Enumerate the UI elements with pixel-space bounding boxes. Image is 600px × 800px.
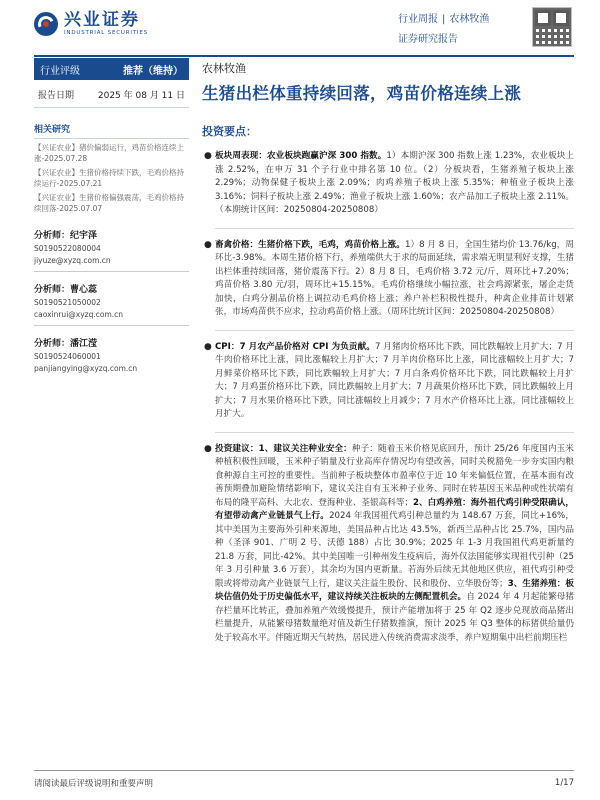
bullet-icon: ● (204, 341, 212, 352)
page-number: 1/17 (554, 777, 574, 788)
key-point-cpi (202, 341, 574, 422)
analyst-divider (34, 325, 189, 326)
page-header (0, 0, 600, 52)
advice-hog-body: 自 2024 年 4 月起能繁母猪存栏量环比转正，叠加养殖产效缓慢提升，预计产能增加将于 25 年 Q2 逐步兑现放商品猪出栏量提升，从能繁母猪数量绝对值及新生仔猪数推演，预计 2025 年 Q3 整体的标猪供给量仍处于较高水平。伴随近期天气转热，居民进入传统消费需求淡季，养户短期集中出栏前期压栏 (215, 592, 574, 643)
analyst-cert: S0190522080004 (34, 244, 101, 253)
advice-seed-body: 种子：随着玉米价格见底回升，预计 25/26 年度国内玉米种植积极性回暖，玉米种子销量及行业高库存情况均有望改善，同时关税豁免一步夯实国内粮食种源自主可控的重要性。当前种子板块整体市盈率位于近 10 年来偏低位置，在基本面有改善预期叠加避险情绪影响下，建议关注自有玉米种子业务、同时在转基因玉米品种或性状端有布局的隆平高科、大北农、登海种业、荃银高科等； (215, 443, 574, 508)
date-value: 2025 年 08 月 11 日 (97, 91, 185, 101)
header-divider (34, 55, 574, 57)
analyst-card (34, 338, 189, 375)
qr-code-icon (532, 7, 572, 47)
report-title: 生猪出栏体重持续回落，鸡苗价格连续上涨 (202, 84, 522, 103)
key-points-title: 投资要点： (202, 125, 257, 138)
advice-broiler-heading: 2、白鸡养殖：海外祖代鸡引种受限确认，有望带动禽产业链景气上行。 (215, 497, 574, 521)
related-research-link[interactable]: 【兴证农业】生猪价格持续下跌，毛鸡价格持续运行-2025.07.21 (34, 168, 184, 188)
analyst-cert: S0190524060001 (34, 352, 101, 361)
key-point-body: 1）本期沪深 300 指数上涨 1.23%，农业板块上涨 2.52%，在申万 31 个子行业中排名第 10 位。（2）分板块看，生猪养殖子板块上涨 2.29%；动物保健子板块上涨 2.09%；肉鸡养殖子板块上涨 5.35%；种植业子板块上涨 3.16%；饲料子板块上涨 2.49%；渔业子板块上涨 1.60%；农产品加工子板块上涨 2.11%。（本期统计区间：20250804-20250808） (215, 151, 574, 215)
date-label: 报告日期 (38, 91, 75, 101)
header-report-info (398, 10, 526, 45)
analyst-divider (34, 271, 189, 272)
key-point-investment-advice (202, 443, 574, 646)
key-point-divider (215, 330, 574, 331)
rating-value: 推荐（维持） (123, 65, 183, 77)
rating-label: 行业评级 (40, 65, 80, 77)
left-sidebar (34, 58, 189, 387)
logo-icon (34, 12, 58, 36)
header-subtitle: 证券研究报告 (398, 34, 458, 45)
advice-seed-heading: 1、建议关注种业安全： (258, 443, 352, 454)
logo-en-text: INDUSTRIAL SECURITIES (64, 30, 148, 36)
footer-disclaimer: 请阅读最后评级说明和重要声明 (34, 778, 154, 789)
key-point-livestock-prices (202, 239, 574, 320)
key-point-body: 7 月猪肉价格环比下跌，同比跌幅较上月扩大；7 月牛肉价格环比上涨，同比涨幅较上月扩大；7 月羊肉价格环比上涨，同比涨幅较上月扩大；7 月鲜菜价格环比下跌，同比跌幅较上月扩大；7 月白条鸡价格环比下跌，同比跌幅较上月扩大；7 月鸡蛋价格环比下跌，同比跌幅较上月扩大；7 月蔬果价格环比下跌，同比跌幅较上月扩大；7 月水果价格环比下跌，同比涨幅较上月减少；7 月水产价格环比上涨，同比涨幅较上月扩大。 (215, 341, 574, 419)
sector-label: 农林牧渔 (202, 62, 246, 75)
key-point-divider (215, 228, 574, 229)
key-point-lead: CPI：7 月农产品价格对 CPI 为负贡献。 (215, 341, 375, 352)
analyst-cert: S0190521050002 (34, 298, 101, 307)
bullet-icon: ● (204, 443, 212, 454)
header-industry: 农林牧渔 (449, 14, 490, 25)
key-point-sector-performance (202, 150, 574, 218)
analyst-email[interactable]: jiyuze@xyzq.com.cn (34, 256, 111, 265)
analyst-email[interactable]: panjiangying@xyzq.com.cn (34, 364, 138, 373)
advice-broiler-body: 2024 年我国祖代鸡引种总量约为 148.67 万套，同比+16%，其中美国为主要海外引种来源地，美国品种占比达 43.5%，新西兰品种占比 25.7%，国内品种（圣泽 901、广明 2 号、沃德 188）占比 30.9%；2025 年 1-3 月我国祖代鸡更新量约 21.8 万套，同比-42%。其中美国唯一引种州发生疫病后，海外仅法国能够实现祖代引种（25 年 3 月引种量 3.6 万套），其余均为国内更新量。若海外后续无其他地区供应，祖代鸡引种受限或将带动禽产业链景气上行，建议关注益生股份、民和股份、立华股份等； (215, 511, 574, 589)
analyst-email[interactable]: caoxinrui@xyzq.com.cn (34, 310, 124, 319)
bullet-icon: ● (204, 151, 212, 161)
advice-hog-heading: 3、生猪养殖：板块估值仍处于历史偏低水平，建议持续关注板块的左侧配置机会。 (215, 578, 574, 602)
bullet-icon: ● (204, 239, 212, 250)
analyst-list (34, 230, 189, 375)
key-point-lead: 投资建议： (215, 443, 259, 454)
related-research-title: 相关研究 (34, 122, 189, 139)
logo-cn-text: 兴业证券 (64, 10, 140, 30)
key-points-list (202, 150, 574, 645)
key-point-lead: 板块周表现：农业板块跑赢沪深 300 指数。 (215, 151, 387, 161)
related-research-link[interactable]: 【兴证农业】生猪价格偏强震荡，毛鸡价格持续回落-2025.07.07 (34, 193, 184, 213)
header-separator: | (442, 14, 446, 25)
analyst-name: 分析师：曹心蕊 (34, 285, 98, 295)
page-footer (34, 770, 574, 794)
main-content (202, 58, 574, 655)
related-research-link[interactable]: 【兴证农业】猪价偏弱运行，鸡苗价格连续上涨-2025.07.28 (34, 143, 184, 163)
analyst-card (34, 230, 189, 272)
rating-bar (34, 58, 189, 80)
key-point-lead: 畜禽价格：生猪价格下跌，毛鸡，鸡苗价格上涨。 (215, 239, 405, 250)
company-logo (34, 11, 148, 37)
analyst-name: 分析师：纪宇泽 (34, 231, 98, 241)
report-type: 行业周报 (398, 14, 438, 25)
key-point-body: 1）8 月 8 日，全国生猪均价 13.76/kg，周环比-3.98%。本周生猪价格下行，养殖端供大于求的局面延续，需求端无明显利好支撑，生猪出栏体重持续回落，猪价震荡下行。2）8 月 8 日，毛鸡价格 3.72 元/斤，周环比+7.20%；鸡苗价格 3.80 元/羽，周环比+15.15%。毛鸡价格继续小幅拉涨，社会鸡源紧张，屠企走货加快，白鸡分割品价格上调拉动毛鸡价格上涨；养户补栏积极性提升，种禽企业排苗计划紧张，市场鸡苗供不应求，拉动鸡苗价格上涨。（周环比统计区间：20250804-20250808） (215, 239, 574, 317)
analyst-name: 分析师：潘江滢 (34, 339, 98, 349)
report-date (34, 80, 189, 108)
key-point-divider (215, 432, 574, 433)
analyst-card (34, 284, 189, 326)
